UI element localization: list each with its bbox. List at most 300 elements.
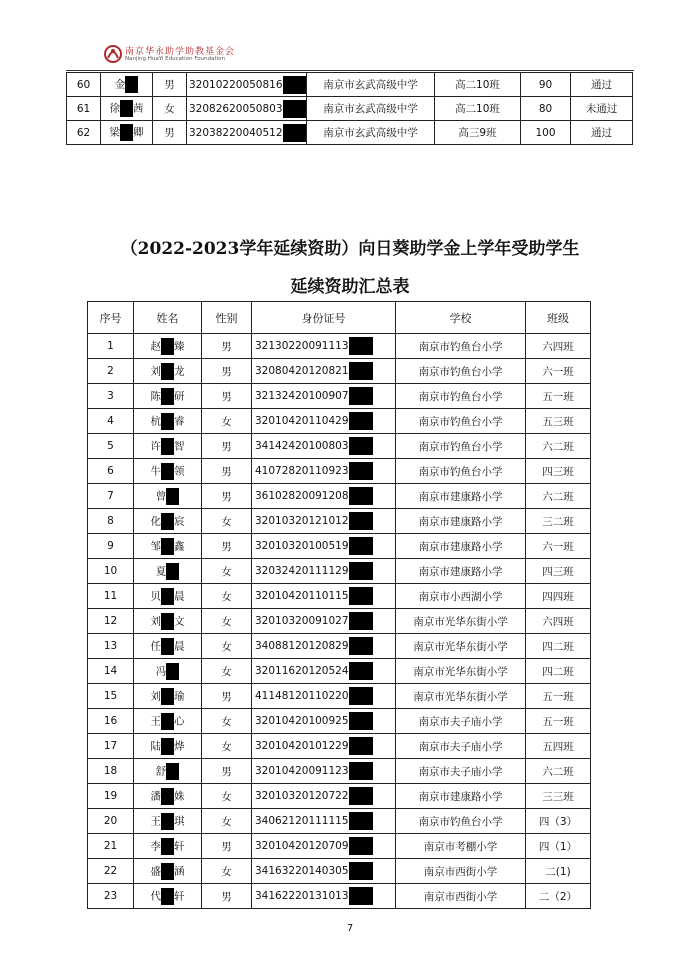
redaction-block <box>161 413 174 430</box>
summary-table <box>87 301 591 909</box>
student-class: 五三班 <box>526 409 591 434</box>
redaction-block <box>161 738 174 755</box>
row-number: 17 <box>88 734 134 759</box>
id-number-prefix: 34142420100803 <box>255 440 349 452</box>
student-class: 四二班 <box>526 659 591 684</box>
table-row <box>88 759 591 784</box>
redaction-block <box>349 687 373 705</box>
student-class: 五一班 <box>526 709 591 734</box>
redaction-block <box>161 688 174 705</box>
student-id <box>252 459 396 484</box>
id-number-prefix: 32082620050803 <box>189 102 283 115</box>
name-surname: 陈 <box>150 390 161 402</box>
student-name <box>134 509 202 534</box>
student-gender: 男 <box>202 684 252 709</box>
student-class: 四三班 <box>526 459 591 484</box>
student-gender: 男 <box>202 459 252 484</box>
redaction-block <box>349 862 373 880</box>
redaction-block <box>161 813 174 830</box>
student-id <box>187 97 307 121</box>
redaction-block <box>349 887 373 905</box>
row-number: 3 <box>88 384 134 409</box>
name-given: 龙 <box>174 365 185 377</box>
logo-english-name: Nanjing HuaYi Education Foundation <box>125 56 226 62</box>
redaction-block <box>349 612 373 630</box>
name-given: 轩 <box>174 890 185 902</box>
student-gender: 女 <box>202 859 252 884</box>
student-class: 四（1） <box>526 834 591 859</box>
name-surname: 代 <box>150 890 161 902</box>
student-id <box>252 334 396 359</box>
redaction-block <box>161 888 174 905</box>
redaction-block <box>161 788 174 805</box>
row-number: 62 <box>67 121 101 145</box>
student-id <box>252 609 396 634</box>
id-number-prefix: 32010220050816 <box>189 78 283 91</box>
review-result: 通过 <box>571 121 633 145</box>
table-row <box>88 509 591 534</box>
row-number: 16 <box>88 709 134 734</box>
redaction-block <box>349 712 373 730</box>
table-row <box>88 409 591 434</box>
student-school: 南京市夫子庙小学 <box>396 734 526 759</box>
student-school: 南京市西街小学 <box>396 859 526 884</box>
student-school: 南京市建康路小学 <box>396 559 526 584</box>
name-surname: 赵 <box>150 340 161 352</box>
name-surname: 徐 <box>109 102 120 115</box>
column-header-name: 姓名 <box>134 302 202 334</box>
name-given: 睿 <box>174 415 185 427</box>
id-number-prefix: 32010420120709 <box>255 840 349 852</box>
redaction-block <box>120 124 133 141</box>
student-name <box>134 484 202 509</box>
student-name <box>101 97 153 121</box>
row-number: 8 <box>88 509 134 534</box>
student-gender: 女 <box>202 784 252 809</box>
student-class: 二(1) <box>526 859 591 884</box>
table-title-line2: 延续资助汇总表 <box>290 277 410 297</box>
row-number: 2 <box>88 359 134 384</box>
id-number-prefix: 34088120120829 <box>255 640 349 652</box>
student-name <box>134 459 202 484</box>
student-id <box>252 359 396 384</box>
id-number-prefix: 32010420100925 <box>255 715 349 727</box>
student-id <box>252 784 396 809</box>
student-id <box>252 659 396 684</box>
student-school: 南京市建康路小学 <box>396 534 526 559</box>
table-row <box>88 834 591 859</box>
column-header-number: 序号 <box>88 302 134 334</box>
student-id <box>252 409 396 434</box>
student-name <box>134 409 202 434</box>
redaction-block <box>349 412 373 430</box>
student-gender: 女 <box>202 409 252 434</box>
id-number-prefix: 32130220091113 <box>255 340 349 352</box>
id-number-prefix: 32010320100519 <box>255 540 349 552</box>
student-gender: 男 <box>202 759 252 784</box>
redaction-block <box>349 562 373 580</box>
name-surname: 陆 <box>150 740 161 752</box>
redaction-block <box>349 337 373 355</box>
foundation-logo <box>103 41 236 69</box>
redaction-block <box>161 438 174 455</box>
name-given: 臻 <box>174 340 185 352</box>
student-class: 六四班 <box>526 334 591 359</box>
table-row <box>67 73 633 97</box>
student-name <box>134 584 202 609</box>
student-class: 高三9班 <box>435 121 521 145</box>
student-class: 高二10班 <box>435 73 521 97</box>
redaction-block <box>283 100 307 118</box>
name-given: 晨 <box>174 640 185 652</box>
student-id <box>252 834 396 859</box>
table-row <box>88 484 591 509</box>
id-number-prefix: 32010420110115 <box>255 590 349 602</box>
student-class: 二（2） <box>526 884 591 909</box>
student-name <box>134 609 202 634</box>
student-gender: 男 <box>202 484 252 509</box>
student-school: 南京市光华东街小学 <box>396 659 526 684</box>
id-number-prefix: 41072820110923 <box>255 465 349 477</box>
row-number: 4 <box>88 409 134 434</box>
row-number: 20 <box>88 809 134 834</box>
student-gender: 男 <box>202 534 252 559</box>
name-surname: 贝 <box>150 590 161 602</box>
student-gender: 男 <box>202 834 252 859</box>
column-header-school: 学校 <box>396 302 526 334</box>
foundation-logo-mark-icon <box>103 43 123 65</box>
name-surname: 潘 <box>150 790 161 802</box>
student-id <box>252 709 396 734</box>
redaction-block <box>166 488 179 505</box>
student-id <box>252 634 396 659</box>
row-number: 11 <box>88 584 134 609</box>
table-header-row <box>88 302 591 334</box>
id-number-prefix: 32011620120524 <box>255 665 349 677</box>
student-school: 南京市玄武高级中学 <box>307 73 435 97</box>
redaction-block <box>161 613 174 630</box>
redaction-block <box>349 512 373 530</box>
student-school: 南京市夫子庙小学 <box>396 709 526 734</box>
id-number-prefix: 32010420091123 <box>255 765 349 777</box>
student-school: 南京市建康路小学 <box>396 509 526 534</box>
student-school: 南京市光华东街小学 <box>396 634 526 659</box>
id-number-prefix: 32010320121012 <box>255 515 349 527</box>
header-divider <box>66 70 634 71</box>
student-school: 南京市光华东街小学 <box>396 609 526 634</box>
redaction-block <box>161 838 174 855</box>
redaction-block <box>349 487 373 505</box>
redaction-block <box>161 863 174 880</box>
id-number-prefix: 32010420101229 <box>255 740 349 752</box>
redaction-block <box>349 787 373 805</box>
name-surname: 金 <box>114 78 126 91</box>
name-given: 烨 <box>174 740 185 752</box>
row-number: 22 <box>88 859 134 884</box>
student-id <box>252 734 396 759</box>
redaction-block <box>349 662 373 680</box>
table-row <box>88 609 591 634</box>
student-school: 南京市西街小学 <box>396 884 526 909</box>
redaction-block <box>349 462 373 480</box>
student-id <box>252 559 396 584</box>
name-surname: 化 <box>150 515 161 527</box>
id-number-prefix: 32010320091027 <box>255 615 349 627</box>
name-given: 瑜 <box>174 690 185 702</box>
table-row <box>88 359 591 384</box>
table-row <box>88 684 591 709</box>
redaction-block <box>120 100 133 117</box>
student-name <box>134 834 202 859</box>
redaction-block <box>161 463 174 480</box>
name-given: 茜 <box>133 102 144 115</box>
student-school: 南京市夫子庙小学 <box>396 759 526 784</box>
row-number: 7 <box>88 484 134 509</box>
row-number: 12 <box>88 609 134 634</box>
student-id <box>252 534 396 559</box>
id-number-prefix: 36102820091208 <box>255 490 349 502</box>
student-school: 南京市光华东街小学 <box>396 684 526 709</box>
name-given: 晨 <box>174 590 185 602</box>
student-class: 高二10班 <box>435 97 521 121</box>
table-row <box>88 334 591 359</box>
row-number: 6 <box>88 459 134 484</box>
redaction-block <box>166 663 179 680</box>
student-name <box>101 121 153 145</box>
student-name <box>134 759 202 784</box>
id-number-prefix: 32010420110429 <box>255 415 349 427</box>
student-gender: 女 <box>202 809 252 834</box>
student-id <box>252 584 396 609</box>
student-id <box>252 484 396 509</box>
student-name <box>134 334 202 359</box>
redaction-block <box>349 537 373 555</box>
name-given: 鑫 <box>174 540 185 552</box>
row-number: 18 <box>88 759 134 784</box>
row-number: 19 <box>88 784 134 809</box>
redaction-block <box>349 737 373 755</box>
table-row <box>88 559 591 584</box>
student-class: 六一班 <box>526 359 591 384</box>
name-given: 涵 <box>174 865 185 877</box>
redaction-block <box>161 638 174 655</box>
student-school: 南京市玄武高级中学 <box>307 121 435 145</box>
table-row <box>88 459 591 484</box>
name-surname: 梁 <box>109 126 120 139</box>
name-surname: 许 <box>150 440 161 452</box>
column-header-class: 班级 <box>526 302 591 334</box>
student-school: 南京市玄武高级中学 <box>307 97 435 121</box>
student-gender: 女 <box>202 634 252 659</box>
continued-results-table <box>66 72 633 145</box>
row-number: 60 <box>67 73 101 97</box>
redaction-block <box>349 637 373 655</box>
name-given: 卿 <box>133 126 144 139</box>
name-given: 姝 <box>174 790 185 802</box>
student-id <box>187 121 307 145</box>
name-given: 智 <box>174 440 185 452</box>
logo-chinese-name: 南京华永助学助教基金会 <box>125 47 236 57</box>
student-name <box>134 384 202 409</box>
student-name <box>134 859 202 884</box>
name-surname: 任 <box>150 640 161 652</box>
student-name <box>134 809 202 834</box>
student-id <box>252 384 396 409</box>
name-surname: 舒 <box>155 765 167 777</box>
redaction-block <box>161 713 174 730</box>
student-gender: 男 <box>153 73 187 97</box>
redaction-block <box>166 763 179 780</box>
redaction-block <box>283 76 307 94</box>
redaction-block <box>161 538 174 555</box>
redaction-block <box>349 587 373 605</box>
student-score: 90 <box>521 73 571 97</box>
redaction-block <box>283 124 307 142</box>
student-school: 南京市建康路小学 <box>396 484 526 509</box>
name-surname: 李 <box>150 840 161 852</box>
student-id <box>252 684 396 709</box>
student-name <box>134 634 202 659</box>
id-number-prefix: 34163220140305 <box>255 865 349 877</box>
student-gender: 男 <box>202 359 252 384</box>
table-row <box>88 709 591 734</box>
row-number: 23 <box>88 884 134 909</box>
student-id <box>252 759 396 784</box>
id-number-prefix: 34062120111115 <box>255 815 349 827</box>
redaction-block <box>125 76 138 93</box>
student-class: 六四班 <box>526 609 591 634</box>
redaction-block <box>349 387 373 405</box>
student-name <box>134 359 202 384</box>
student-gender: 女 <box>202 609 252 634</box>
row-number: 14 <box>88 659 134 684</box>
student-class: 四二班 <box>526 634 591 659</box>
name-given: 研 <box>174 390 185 402</box>
student-name <box>134 734 202 759</box>
student-name <box>134 884 202 909</box>
student-id <box>252 434 396 459</box>
student-gender: 女 <box>202 659 252 684</box>
name-given: 心 <box>174 715 185 727</box>
redaction-block <box>161 363 174 380</box>
id-number-prefix: 32038220040512 <box>189 126 283 139</box>
column-header-gender: 性别 <box>202 302 252 334</box>
student-name <box>134 784 202 809</box>
student-school: 南京市钓鱼台小学 <box>396 359 526 384</box>
row-number: 15 <box>88 684 134 709</box>
student-gender: 女 <box>202 584 252 609</box>
table-row <box>88 734 591 759</box>
name-surname: 刘 <box>150 615 161 627</box>
id-number-prefix: 32080420120821 <box>255 365 349 377</box>
name-given: 宸 <box>174 515 185 527</box>
student-name <box>101 73 153 97</box>
name-surname: 夏 <box>155 565 167 577</box>
student-id <box>187 73 307 97</box>
table-row <box>88 859 591 884</box>
student-gender: 男 <box>202 334 252 359</box>
id-number-prefix: 41148120110220 <box>255 690 349 702</box>
student-id <box>252 884 396 909</box>
table-row <box>88 884 591 909</box>
row-number: 21 <box>88 834 134 859</box>
name-given: 领 <box>174 465 185 477</box>
student-name <box>134 709 202 734</box>
name-surname: 刘 <box>150 690 161 702</box>
student-gender: 女 <box>202 709 252 734</box>
student-class: 六一班 <box>526 534 591 559</box>
student-school: 南京市钓鱼台小学 <box>396 334 526 359</box>
student-id <box>252 859 396 884</box>
student-class: 三三班 <box>526 784 591 809</box>
student-class: 六二班 <box>526 759 591 784</box>
id-number-prefix: 32032420111129 <box>255 565 349 577</box>
student-class: 五四班 <box>526 734 591 759</box>
student-school: 南京市考棚小学 <box>396 834 526 859</box>
review-result: 未通过 <box>571 97 633 121</box>
row-number: 13 <box>88 634 134 659</box>
table-row <box>88 809 591 834</box>
table-row <box>67 97 633 121</box>
student-name <box>134 434 202 459</box>
name-surname: 曾 <box>155 490 167 502</box>
student-class: 五一班 <box>526 684 591 709</box>
id-number-prefix: 32132420100907 <box>255 390 349 402</box>
column-header-id: 身份证号 <box>252 302 396 334</box>
student-score: 80 <box>521 97 571 121</box>
student-class: 五一班 <box>526 384 591 409</box>
name-surname: 邹 <box>150 540 161 552</box>
student-gender: 男 <box>202 384 252 409</box>
student-class: 六二班 <box>526 434 591 459</box>
page-number: 7 <box>346 923 354 934</box>
table-row <box>88 584 591 609</box>
name-given: 琪 <box>174 815 185 827</box>
student-id <box>252 509 396 534</box>
student-school: 南京市钓鱼台小学 <box>396 409 526 434</box>
student-score: 100 <box>521 121 571 145</box>
redaction-block <box>161 588 174 605</box>
table-row <box>67 121 633 145</box>
student-school: 南京市建康路小学 <box>396 784 526 809</box>
table-row <box>88 534 591 559</box>
name-surname: 刘 <box>150 365 161 377</box>
student-class: 四三班 <box>526 559 591 584</box>
name-surname: 王 <box>150 815 161 827</box>
table-row <box>88 384 591 409</box>
redaction-block <box>349 362 373 380</box>
redaction-block <box>166 563 179 580</box>
student-school: 南京市钓鱼台小学 <box>396 384 526 409</box>
name-given: 轩 <box>174 840 185 852</box>
row-number: 5 <box>88 434 134 459</box>
student-gender: 女 <box>202 734 252 759</box>
name-surname: 冯 <box>155 665 167 677</box>
student-school: 南京市钓鱼台小学 <box>396 459 526 484</box>
student-gender: 男 <box>202 434 252 459</box>
student-school: 南京市钓鱼台小学 <box>396 434 526 459</box>
row-number: 1 <box>88 334 134 359</box>
name-surname: 盛 <box>150 865 161 877</box>
student-class: 四（3） <box>526 809 591 834</box>
student-name <box>134 659 202 684</box>
redaction-block <box>349 837 373 855</box>
student-name <box>134 684 202 709</box>
student-gender: 女 <box>202 509 252 534</box>
id-number-prefix: 34162220131013 <box>255 890 349 902</box>
row-number: 10 <box>88 559 134 584</box>
name-surname: 杭 <box>150 415 161 427</box>
